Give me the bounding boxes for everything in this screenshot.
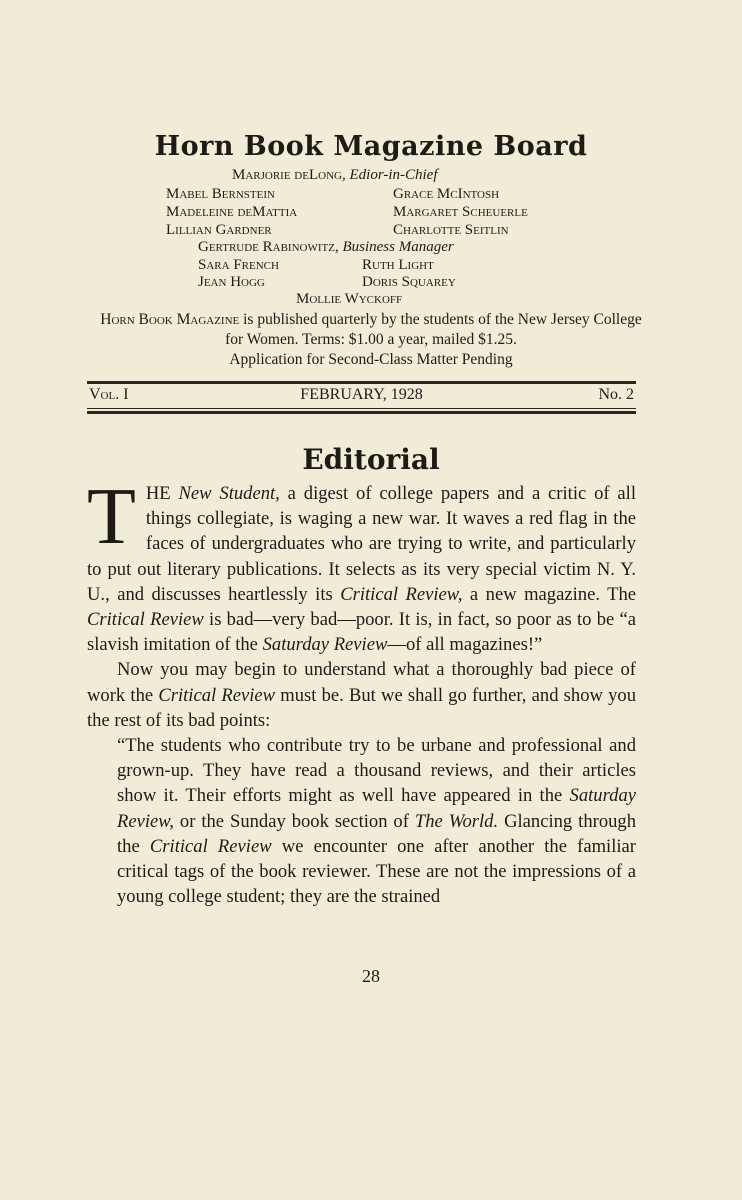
- text-run: Critical Review,: [340, 583, 463, 605]
- page-number: 28: [362, 966, 380, 986]
- text-run: Now you may begin to understand what a thoroughly bad piece of work the: [87, 659, 636, 706]
- editor-name: Marjorie deLong,: [232, 167, 346, 183]
- text-run: Critical Review: [158, 684, 276, 706]
- business-role: Business Manager: [342, 239, 454, 255]
- staff-name: Mollie Wyckoff: [296, 291, 403, 307]
- issue-date: FEBRUARY, 1928: [300, 386, 423, 403]
- staff-name: Ruth Light: [362, 257, 434, 273]
- text-run: we encounter one after another the familiar critical tags of the book reviewer. These are not the impressions of a young college student; they are the strained: [117, 835, 636, 908]
- text-run: Glancing through the: [117, 810, 637, 857]
- paragraph: [87, 657, 636, 733]
- staff-name: Mabel Bernstein: [166, 186, 275, 202]
- application-notice: Application for Second-Class Matter Pending: [229, 351, 513, 368]
- divider: [87, 381, 636, 384]
- text-run: “The students who contribute try to be urbane and professional and grown-up. They have read a thousand reviews, and their articles show it. Their efforts might as well have appeared in the: [117, 735, 636, 807]
- text-run: —of all magazines!”: [387, 634, 543, 656]
- block-quote: [117, 733, 636, 909]
- text-run: Saturday Review,: [117, 785, 636, 832]
- staff-name: Sara French: [198, 257, 279, 273]
- text-run: or the Sunday book section of: [173, 810, 415, 832]
- editorial-body: [87, 473, 637, 909]
- staff-name: Madeleine deMattia: [166, 204, 298, 220]
- paragraph: [87, 473, 637, 657]
- divider: [87, 411, 636, 414]
- text-run: HE: [145, 483, 179, 504]
- staff-name: Charlotte Seitlin: [393, 222, 509, 238]
- board-title: Horn Book Magazine Board: [154, 131, 588, 162]
- text-run: a digest of college papers and a critic of all things collegiate, is waging a new war. It waves a red flag in the faces of undergraduates who are trying to write, and particularly to put out literary publications. It selects as its very special victim N. Y. U., and discusses heartlessly its: [87, 483, 636, 605]
- staff-name: Margaret Scheuerle: [393, 204, 528, 220]
- publication-info: [90, 310, 652, 350]
- staff-name: Jean Hogg: [198, 274, 265, 290]
- business-line: [198, 238, 454, 256]
- text-run: is bad—very bad—poor. It is, in fact, so poor as to be “a slavish imitation of the: [87, 609, 636, 656]
- staff-name: Doris Squarey: [362, 274, 456, 290]
- staff-name: Grace McIntosh: [393, 186, 500, 202]
- text-run: Saturday Review: [262, 634, 388, 656]
- editor-line: [232, 166, 438, 184]
- business-name: Gertrude Rabinowitz,: [198, 239, 339, 255]
- text-run: a new magazine. The: [462, 583, 637, 605]
- editor-role: Edior-in-Chief: [349, 167, 438, 183]
- magazine-name: Horn Book Magazine: [100, 311, 240, 328]
- text-run: The World.: [414, 810, 499, 832]
- editorial-title: Editorial: [302, 443, 440, 476]
- drop-cap: T: [87, 473, 136, 561]
- divider: [87, 408, 636, 409]
- publication-terms: is published quarterly by the students of the New Jersey College for Women. Terms: $1.00 a year, mailed $1.25.: [225, 311, 642, 348]
- text-run: Critical Review: [87, 609, 204, 631]
- staff-name: Lillian Gardner: [166, 222, 272, 238]
- text-run: New Student,: [178, 483, 280, 504]
- volume-label: Vol. I: [89, 386, 129, 403]
- text-run: must be. But we shall go further, and show you the rest of its bad points:: [87, 684, 637, 731]
- issue-number: No. 2: [598, 386, 634, 403]
- text-run: Critical Review: [149, 835, 272, 857]
